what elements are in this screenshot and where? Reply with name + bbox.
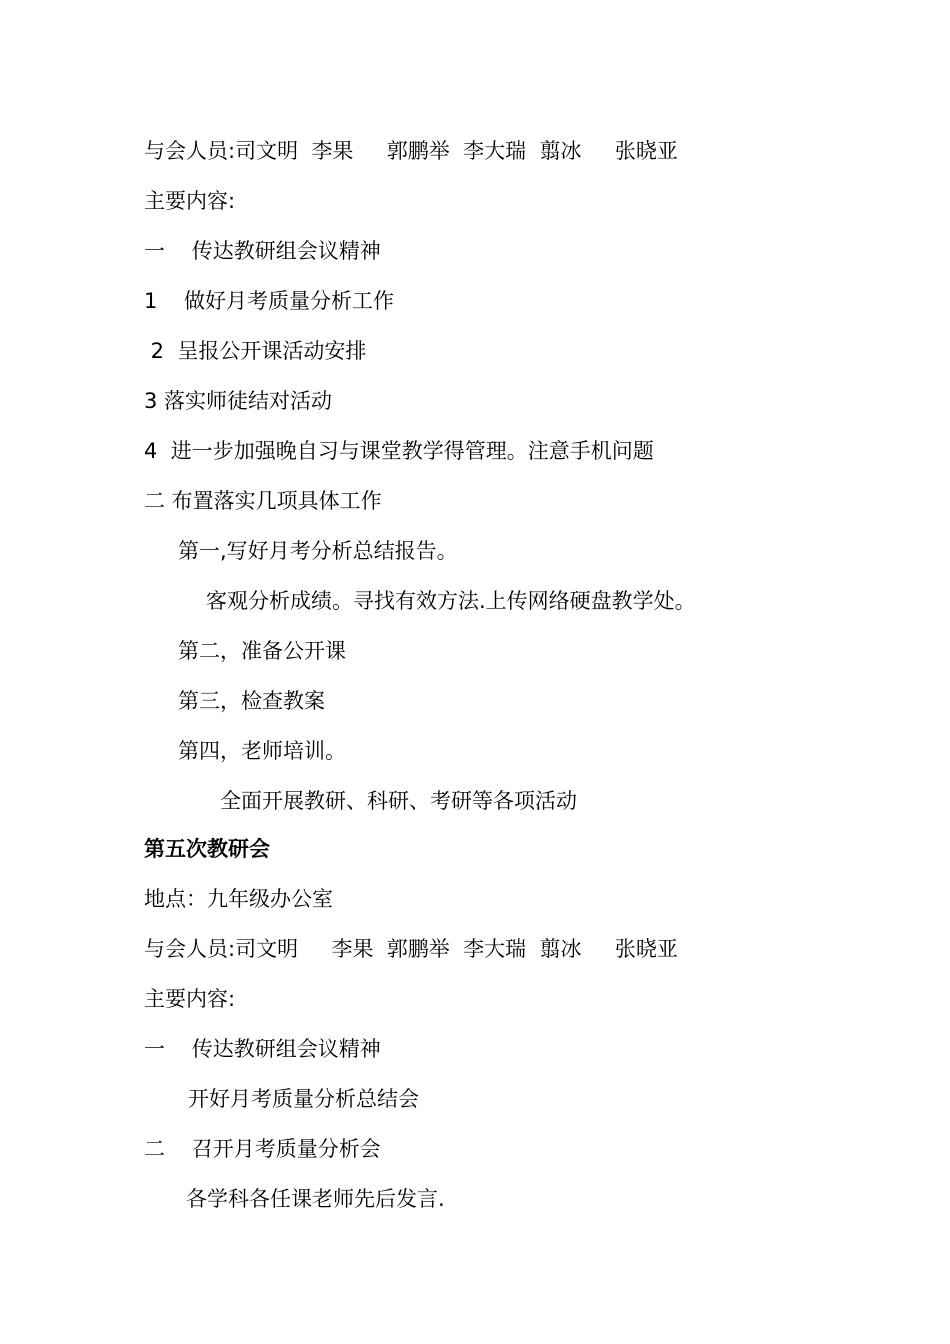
section-two-heading: 二 召开月考质量分析会 [144, 1137, 381, 1161]
meeting-title: 第五次教研会 [144, 837, 270, 861]
task-item: 第四，老师培训。 [178, 739, 346, 763]
section-detail: 开好月考质量分析总结会 [188, 1087, 419, 1111]
section-one-heading: 一 传达教研组会议精神 [144, 239, 381, 263]
main-content-label: 主要内容: [144, 189, 236, 213]
section-detail: 各学科各任课老师先后发言. [186, 1187, 445, 1211]
attendees-line: 与会人员:司文明 李果 郭鹏举 李大瑞 翦冰 张晓亚 [144, 937, 678, 961]
list-item: 2 呈报公开课活动安排 [144, 339, 367, 363]
task-detail: 全面开展教研、科研、考研等各项活动 [220, 789, 577, 813]
task-item: 第三，检查教案 [178, 689, 325, 713]
attendees-line: 与会人员:司文明 李果 郭鹏举 李大瑞 翦冰 张晓亚 [144, 139, 678, 163]
list-item: 4 进一步加强晚自习与课堂教学得管理。注意手机问题 [144, 439, 654, 463]
location-line: 地点：九年级办公室 [144, 887, 333, 911]
section-two-heading: 二 布置落实几项具体工作 [144, 489, 382, 513]
task-detail: 客观分析成绩。寻找有效方法.上传网络硬盘教学处。 [206, 589, 696, 613]
task-item: 第一,写好月考分析总结报告。 [178, 539, 458, 563]
task-item: 第二，准备公开课 [178, 639, 346, 663]
list-item: 1 做好月考质量分析工作 [144, 289, 395, 313]
main-content-label: 主要内容: [144, 987, 236, 1011]
list-item: 3 落实师徒结对活动 [144, 389, 333, 413]
section-one-heading: 一 传达教研组会议精神 [144, 1037, 381, 1061]
